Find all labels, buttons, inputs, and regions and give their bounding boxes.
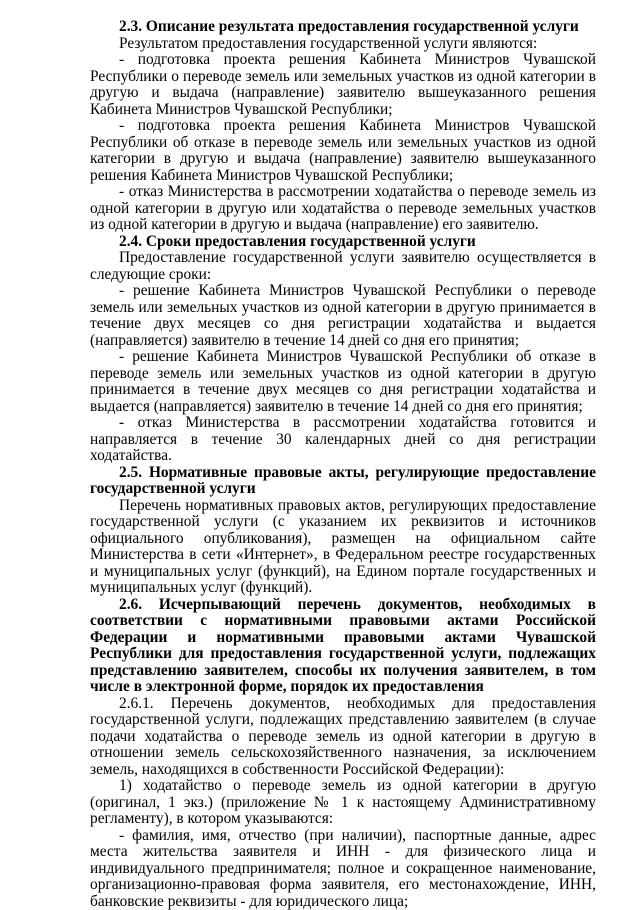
paragraph: Перечень нормативных правовых актов, регулирующих предоставление государственной услуги (с указанием их реквизитов и источников официального опубликования), размещен на официальном сайте Министерства в сети «Интернет», в Федеральном реестре государственных и муниципальных услуг (функций), на Едином портале государственных и муниципальных услуг (функций). bbox=[90, 498, 596, 597]
list-item: - подготовка проекта решения Кабинета Министров Чувашской Республики об отказе в переводе земель или земельных участков из одной категории в другую и выдача (направление) заявителю вышеуказанного решения Кабинета Министров Чувашской Республики; bbox=[90, 118, 596, 184]
list-item: - фамилия, имя, отчество (при наличии), паспортные данные, адрес места жительства заявителя и ИНН - для физического лица и индивидуального предпринимателя; полное и сокращенное наименование, организационно-правовая форма заявителя, его местонахождение, ИНН, банковские реквизиты - для юридического лица; bbox=[90, 828, 596, 910]
paragraph: Предоставление государственной услуги заявителю осуществляется в следующие сроки: bbox=[90, 250, 596, 283]
section-heading-2-6: 2.6. Исчерпывающий перечень документов, необходимых в соответствии с нормативными правовыми актами Российской Федерации и нормативными правовыми актами Чувашской Республики для предоставления государственной услуги, подлежащих представлению заявителем, способы их получения заявителем, в том числе в электронной форме, порядок их предоставления bbox=[90, 597, 596, 696]
paragraph: 2.6.1. Перечень документов, необходимых для предоставления государственной услуги, подлежащих представлению заявителем (в случае подачи ходатайства о переводе земель из одной категории в другую в отношении земель сельскохозяйственного назначения, за исключением земель, находящихся в собственности Российской Федерации): bbox=[90, 696, 596, 779]
paragraph: 1) ходатайство о переводе земель из одной категории в другую (оригинал, 1 экз.) (приложение № 1 к настоящему Административному регламенту), в котором указываются: bbox=[90, 778, 596, 828]
section-heading-2-4: 2.4. Сроки предоставления государственной услуги bbox=[90, 234, 596, 251]
section-heading-2-3: 2.3. Описание результата предоставления государственной услуги bbox=[90, 19, 596, 36]
list-item: - решение Кабинета Министров Чувашской Республики об отказе в переводе земель или земельных участков из одной категории в другую принимается в течение двух месяцев со дня регистрации ходатайства и выдается (направляется) заявителю в течение 14 дней со дня его принятия; bbox=[90, 349, 596, 415]
list-item: - отказ Министерства в рассмотрении ходатайства готовится и направляется в течение 30 календарных дней со дня регистрации ходатайства. bbox=[90, 415, 596, 465]
paragraph: Результатом предоставления государственной услуги являются: bbox=[90, 36, 596, 53]
list-item: - отказ Министерства в рассмотрении ходатайства о переводе земель из одной категории в другую или ходатайства о переводе земельных участков из одной категории в другую и выдача (направление) его заявителю. bbox=[90, 184, 596, 234]
list-item: - решение Кабинета Министров Чувашской Республики о переводе земель или земельных участков из одной категории в другую принимается в течение двух месяцев со дня регистрации ходатайства и выдается (направляется) заявителю в течение 14 дней со дня его принятия; bbox=[90, 283, 596, 349]
document-body bbox=[90, 19, 596, 910]
section-heading-2-5: 2.5. Нормативные правовые акты, регулирующие предоставление государственной услуги bbox=[90, 465, 596, 498]
list-item: - подготовка проекта решения Кабинета Министров Чувашской Республики о переводе земель или земельных участков из одной категории в другую и выдача (направление) заявителю вышеуказанного решения Кабинета Министров Чувашской Республики; bbox=[90, 52, 596, 118]
